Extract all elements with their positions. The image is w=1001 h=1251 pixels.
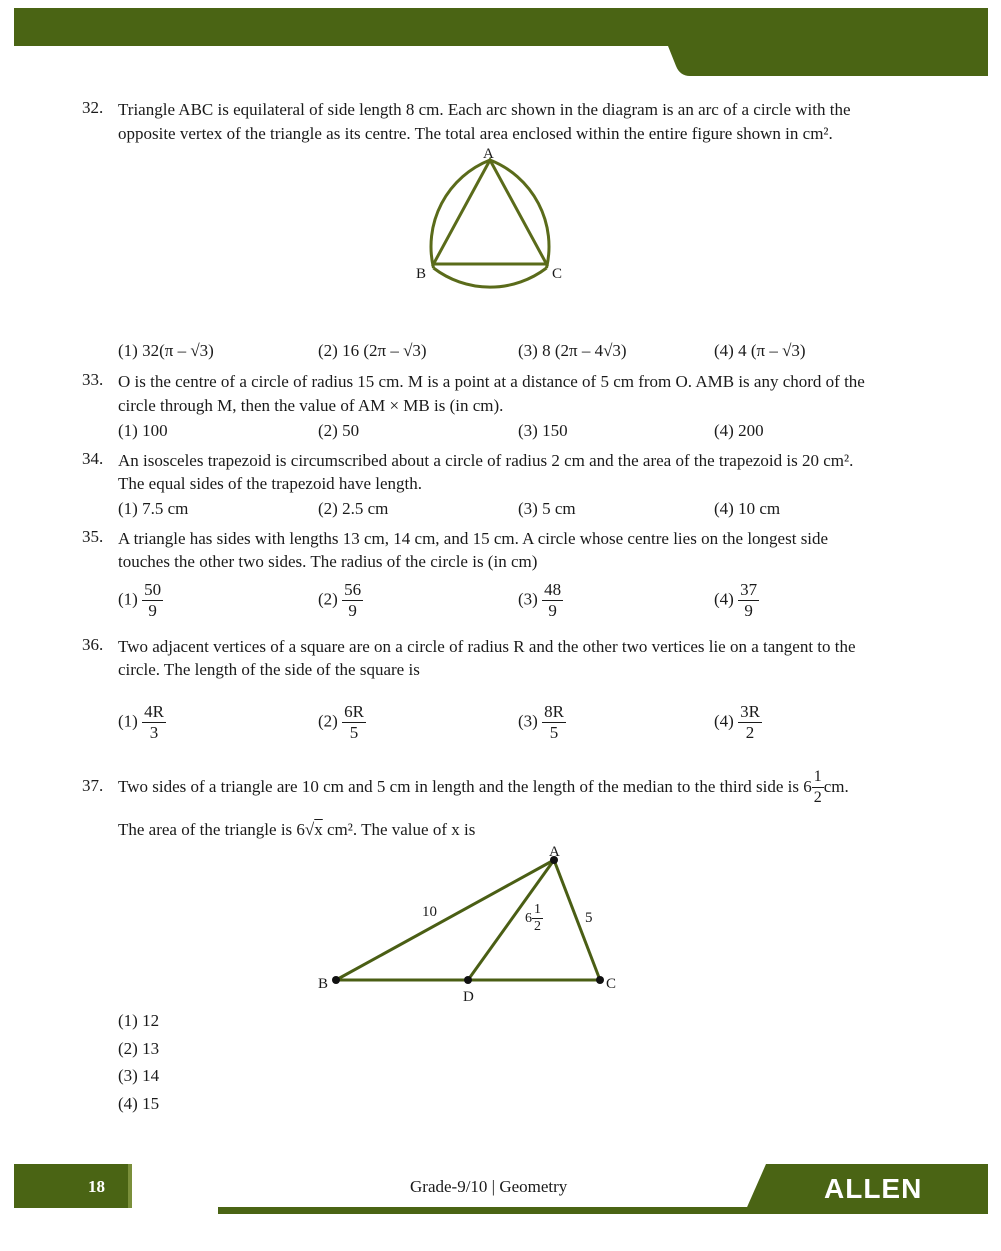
question-number: 36. [82,635,104,654]
question-text: circle through M, then the value of AM × MB is (in cm). [118,396,504,415]
question-text: A triangle has sides with lengths 13 cm, 14 cm, and 15 cm. A circle whose centre lies on the longest side [118,529,829,548]
option-1[interactable]: (1) 32(π – √3) [118,341,214,360]
option-3[interactable] [518,580,563,621]
option-label: (4) [714,589,734,609]
option-2[interactable] [318,702,366,743]
option-3[interactable] [518,702,566,743]
question-text: An isosceles trapezoid is circumscribed about a circle of radius 2 cm and the area of the trapezoid is 20 cm². [118,451,854,470]
question-text: opposite vertex of the triangle as its centre. The total area enclosed within the entire figure shown in cm². [118,124,833,143]
option-3[interactable]: (3) 8 (2π – 4√3) [518,341,627,360]
question-text: touches the other two sides. The radius of the circle is (in cm) [118,552,538,571]
vertex-label-b: B [416,266,427,282]
point-b [332,976,340,984]
question-text: O is the centre of a circle of radius 15 cm. M is a point at a distance of 5 cm from O. AMB is any chord of the [118,372,865,391]
question-number: 37. [82,776,104,795]
question-number: 34. [82,449,104,468]
question-number: 32. [82,98,104,117]
fraction: $\frac{3R}{2}$ [740,702,760,742]
option-2[interactable]: (2) 2.5 cm [318,499,389,518]
option-4[interactable] [714,580,759,621]
fraction: $\frac{1}{2}$ [534,902,541,934]
option-4[interactable]: (4) 200 [714,421,764,440]
question-text: Two adjacent vertices of a square are on a circle of radius R and the other two vertices lie on a tangent to the [118,637,856,656]
option-2[interactable]: (2) 13 [118,1039,160,1058]
vertex-label-c: C [552,266,563,282]
page-number: 18 [88,1177,105,1196]
fraction: $\frac{4R}{3}$ [144,702,164,742]
option-3[interactable]: (3) 150 [518,421,568,440]
vertex-label-b: B [318,976,329,992]
side-label-ab: 10 [422,904,437,920]
question-number: 33. [82,370,104,389]
option-1[interactable] [118,580,163,621]
question-text: The area of the triangle is 6√x cm². The value of x is [118,820,476,839]
option-label: (1) [118,589,138,609]
arc-triangle-diagram [380,140,600,330]
footer-subject: Grade-9/10 | Geometry [410,1177,568,1196]
median-label: 6 $\frac{1}{2}$ [525,902,541,934]
arc-bottom [434,268,547,287]
vertex-label-a: A [483,146,494,162]
option-label: (3) [518,711,538,731]
option-2[interactable]: (2) 16 (2π – √3) [318,341,427,360]
question-number: 35. [82,527,104,546]
allen-logo: ALLEN [824,1173,923,1204]
option-label: (2) [318,711,338,731]
option-4[interactable]: (4) 15 [118,1094,160,1113]
option-3[interactable]: (3) 5 cm [518,499,576,518]
vertex-label-a: A [549,844,560,860]
vertex-label-c: C [606,976,617,992]
fraction: $\frac{37}{9}$ [740,580,758,620]
option-label: (3) [518,589,538,609]
option-1[interactable] [118,702,166,743]
option-1[interactable]: (1) 12 [118,1011,160,1030]
side-label-ac: 5 [585,910,593,926]
fraction: $\frac{6R}{5}$ [344,702,364,742]
fraction: $\frac{1}{2}$ [813,767,822,806]
fraction: $\frac{48}{9}$ [544,580,562,620]
option-2[interactable] [318,580,363,621]
question-text: The equal sides of the trapezoid have length. [118,474,422,493]
option-4[interactable]: (4) 10 cm [714,499,781,518]
option-label: (2) [318,589,338,609]
option-3[interactable]: (3) 14 [118,1066,160,1085]
point-d [464,976,472,984]
option-label: (1) [118,711,138,731]
option-1[interactable]: (1) 100 [118,421,168,440]
side-ac [554,860,600,980]
fraction: $\frac{56}{9}$ [344,580,362,620]
option-label: (4) [714,711,734,731]
option-2[interactable]: (2) 50 [318,421,360,440]
option-4[interactable]: (4) 4 (π – √3) [714,341,806,360]
question-text: Triangle ABC is equilateral of side length 8 cm. Each arc shown in the diagram is an arc of a circle with the [118,100,851,119]
header-bar [0,0,1001,80]
triangle-abc [434,160,547,264]
vertex-label-d: D [463,989,474,1005]
fraction: $\frac{50}{9}$ [144,580,162,620]
point-c [596,976,604,984]
option-4[interactable] [714,702,762,743]
fraction: $\frac{8R}{5}$ [544,702,564,742]
side-ab [336,860,554,980]
option-1[interactable]: (1) 7.5 cm [118,499,189,518]
question-text: Two sides of a triangle are 10 cm and 5 cm in length and the length of the median to the third side is 6 $\frac{1}{2}$ cm. [118,767,849,806]
question-text: circle. The length of the side of the square is [118,660,420,679]
